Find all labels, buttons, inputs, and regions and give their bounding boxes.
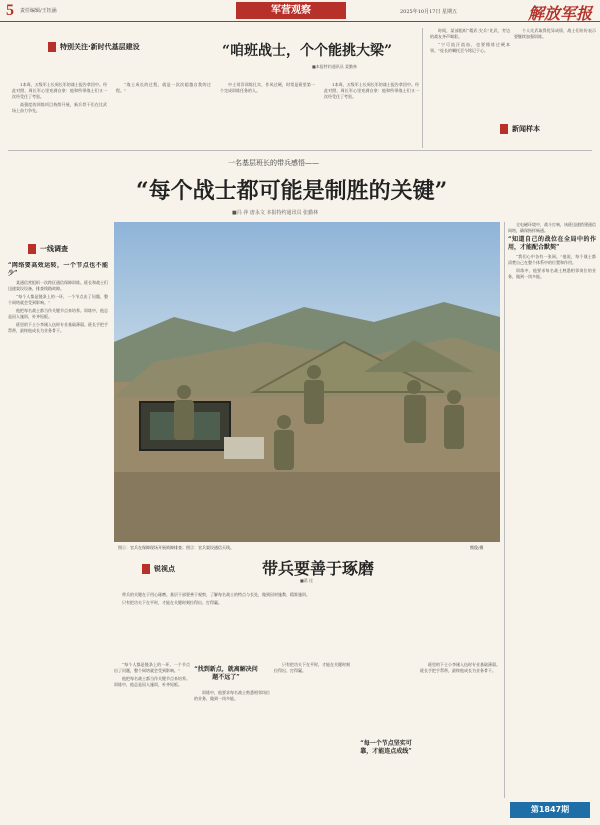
tag-bar	[142, 564, 150, 574]
subheading: “网络要高效运转，一个节点也不能少”	[8, 262, 108, 277]
paragraph: “宁可流汗流血，也要锤炼过硬本领。”连长的嘱托至今铭记于心。	[430, 42, 510, 53]
top-headline: “咱班战士，个个能挑大梁”	[222, 43, 393, 59]
paragraph: 带兵的关键在于用心琢磨。基层干部要善于观察，了解每名战士的特点与长处，做到因材施教、精准施训。	[122, 592, 310, 597]
lower-column-2	[194, 690, 270, 798]
feature-headline: “每个战士都可能是制胜的关键”	[136, 178, 448, 204]
paragraph: 他把每名战士都当作关键节点来培养。训练中，他总是因人施训，补齐短板。	[114, 676, 190, 687]
paragraph: “每个人都是链条上的一环，一个节点出了问题，整个网络就会受到影响。”	[8, 294, 108, 305]
photo-illustration	[114, 222, 500, 542]
column-divider	[504, 222, 505, 798]
paragraph: 他把每名战士都当作关键节点来培养。训练中，他总是因人施训，补齐短板。	[8, 308, 108, 319]
commentary-headline: 带兵要善于琢磨	[262, 559, 375, 578]
sharp-view-tag	[142, 564, 175, 574]
pull-quote-2: “每一个节点坚实可靠，才能连点成线”	[360, 740, 412, 755]
frontline-survey-tag	[28, 244, 68, 254]
top-byline: ■本报特约通讯员 姜勤林	[312, 64, 358, 69]
paragraph: 全电磁环境中，战斗打响，该班迅速搭建通信网络，确保指挥畅通。	[508, 222, 596, 233]
special-focus-tag	[48, 42, 140, 52]
photo-credit: 熊俊/摄	[470, 545, 484, 550]
feature-byline: ■冯 萍 唐永文 本报特约通讯员 张勤林	[232, 210, 319, 216]
lower-column-4	[420, 662, 500, 798]
paragraph: “战士成长的过程，就是一次次超越自我的过程。”	[116, 82, 211, 93]
tag-label: 新闻样本	[512, 125, 540, 133]
paragraph: 中士刘洋训练扎实，作风过硬，时常是班里第一个完成训练任务的人。	[220, 82, 315, 93]
paragraph: “每个人都是链条上的一环，一个节点出了问题，整个网络就会受到影响。”	[114, 662, 190, 673]
news-sample-tag	[500, 124, 540, 134]
section-title: 军营观察	[236, 2, 346, 19]
issue-date: 2025年10月17日 星期五	[400, 9, 458, 15]
column-divider	[422, 28, 423, 148]
commentary-text	[114, 592, 494, 652]
lower-column-1	[114, 662, 190, 798]
top-column-1	[12, 82, 107, 178]
paragraph: 班里的下士小李刚入伍时专业基础薄弱。班长手把手帮带，最终他成长为业务骨干。	[420, 662, 500, 673]
tag-label: 特别关注·新时代基层建设	[60, 43, 140, 51]
photo-caption: 图①：官兵在保障现场开展故障排查；图②：官兵架设通信天线。	[118, 545, 234, 550]
commentary-byline: ■葛 佳	[300, 578, 314, 583]
paragraph: 个人比武取得优异成绩，战士们纷纷表示要继续加强训练。	[514, 28, 596, 39]
right-mid-column	[508, 222, 596, 798]
paragraph: 1本周，五级军士长周长军的战士报告拿回中。经此对照，周长军心里充满自豪：他和所带战士们又一次经受住了考验。	[12, 82, 107, 99]
left-column	[8, 262, 108, 798]
subheading: “知道自己的战位在全局中的作用，才能配合默契”	[508, 236, 596, 251]
pull-quote-1: “找到新点，就离解决问题不远了”	[194, 666, 258, 681]
paragraph: 训练中，他要求每名战士熟悉相邻岗位的业务，做到一岗多能。	[508, 268, 596, 279]
paragraph: 1本周，五级军士长周长军的战士报告拿回中。经此对照，周长军心里充满自豪：他和所带战士们又一次经受住了考验。	[324, 82, 419, 99]
paragraph: 训练中，他要求每名战士熟悉相邻岗位的业务，做到一岗多能。	[194, 690, 270, 701]
lower-column-3	[274, 662, 350, 798]
paragraph: 某通信营组织一次跨区通信保障训练。班长和战士们迅速架设设备，排查线路故障。	[8, 280, 108, 291]
paragraph: “我们心中各有一张网。”他说，每个战士都清楚自己在整个体系中的位置和作用。	[508, 254, 596, 265]
right-top-column-1	[430, 28, 510, 128]
top-column-2	[116, 82, 211, 178]
paragraph: 班里的下士小李刚入伍时专业基础薄弱。班长手把手帮带，最终他成长为业务骨干。	[8, 322, 108, 333]
feature-kicker: 一名基层班长的带兵感悟——	[228, 159, 319, 167]
tag-label: 一线调查	[40, 245, 68, 253]
right-top-column-2	[514, 28, 596, 128]
page-header	[0, 0, 600, 22]
tag-label: 锐视点	[154, 565, 175, 573]
paragraph: 高强度的训练项目持续开展，新兵骨干们在比武场上奋力争先。	[12, 102, 107, 113]
paragraph: 只有把功夫下在平时，才能在关键时刻拉得出、打得赢。	[274, 662, 350, 673]
tag-bar	[500, 124, 508, 134]
issue-number-badge: 第1847期	[510, 802, 590, 818]
page-number: 5	[6, 2, 14, 19]
tag-bar	[48, 42, 56, 52]
main-photo	[114, 222, 500, 542]
paragraph: 只有把功夫下在平时，才能在关键时刻拉得出、打得赢。	[122, 600, 222, 605]
paragraph: 时间，某部组织“精武·尖兵”比武，旁边的战友齐声喝彩。	[430, 28, 510, 39]
editor-credit: 责任编辑/王钰涵	[20, 8, 57, 14]
masthead-logo: 解放军报	[527, 4, 592, 23]
tag-bar	[28, 244, 36, 254]
section-rule	[8, 150, 592, 151]
top-column-4	[324, 82, 419, 178]
